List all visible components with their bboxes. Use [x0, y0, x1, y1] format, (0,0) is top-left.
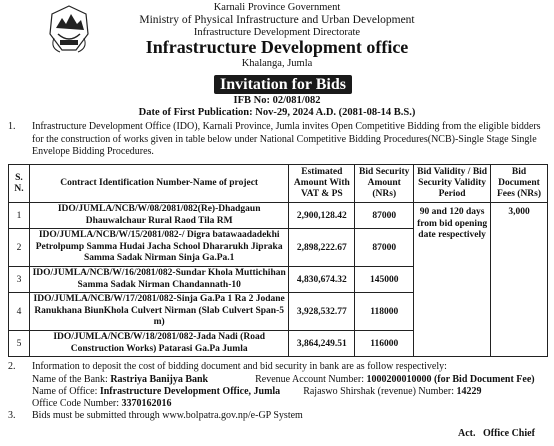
cell-estimate: 3,928,532.77 [289, 293, 355, 331]
rajaswo-number: 14229 [456, 386, 482, 397]
signature-title: Act. Office Chief [458, 428, 535, 439]
cell-desc: IDO/JUMLA/NCB/W/15/2081/082-/ Digra batawaadadekhi Petrolpump Samma Hudai Jacha School Dhararukh Jipraka Samma Sadak Nirman Sinja Ga.Pa.1 [29, 229, 288, 267]
cell-security: 116000 [355, 331, 414, 357]
bank-label: Name of the Bank: [32, 374, 111, 385]
footer-text-3: Bids must be submitted through www.bolpatra.gov.np/e-GP System [32, 410, 303, 421]
footer-line-2 [8, 361, 447, 372]
cell-fee: 3,000 [491, 203, 548, 357]
cell-desc: IDO/JUMLA/NCB/W/16/2081/082-Sundar Khola Muttichihan Samma Sadak Nirman Chandannath-10 [29, 267, 288, 293]
ifb-number: IFB No: 02/081/082 [233, 95, 321, 106]
office-code-line [8, 398, 172, 409]
cell-desc: IDO/JUMLA/NCB/W/08/2081/082(Re)-Dhadgaun Dhauwalchaur Rural Raod Tila RM [29, 203, 288, 229]
bank-name: Rastriya Banijya Bank [110, 374, 209, 385]
cell-security: 145000 [355, 267, 414, 293]
paragraph-text: Infrastructure Development Office (IDO), Karnali Province, Jumla invites Open Competitive Bidding from the eligible bidders for the construction of works given in table below under National Competitive Bidding Procedures(NCB)-Single Stage Single Envelope Bidding Procedures. [32, 121, 541, 157]
office-title: Infrastructure Development office [145, 37, 409, 57]
directorate-name: Infrastructure Development Directorate [193, 27, 361, 38]
government-name: Karnali Province Government [213, 2, 341, 13]
footer-text-2: Information to deposit the cost of bidding document and bid security in bank are as follow respectively: [32, 361, 447, 372]
footer-number-2: 2. [8, 361, 16, 372]
table-header-row [9, 165, 548, 203]
cell-sn: 3 [9, 267, 30, 293]
footer-number-3: 3. [8, 410, 16, 421]
revenue-number: 1000200010000 [366, 374, 432, 385]
intro-paragraph [8, 121, 548, 159]
cell-estimate: 4,830,674.32 [289, 267, 355, 293]
office-name: Infrastructure Development Office, Jumla [99, 386, 281, 397]
cell-estimate: 3,864,249.51 [289, 331, 355, 357]
office-code: 3370162016 [121, 398, 172, 409]
footer-line-3 [8, 410, 303, 421]
cell-security: 87000 [355, 203, 414, 229]
cell-sn: 5 [9, 331, 30, 357]
revenue-note: (for Bid Document Fee) [431, 374, 535, 385]
cell-estimate: 2,900,128.42 [289, 203, 355, 229]
header-validity: Bid Validity / Bid Security Validity Period [414, 165, 491, 203]
paragraph-number: 1. [8, 121, 16, 132]
header-security: Bid Security Amount (NRs) [355, 165, 414, 203]
office-line [8, 386, 481, 397]
cell-desc: IDO/JUMLA/NCB/W/17/2081/082-Sinja Ga.Pa 1 Ra 2 Jodane Ranukhana BiunKhola Culvert Nirman (Slab Culvert Span-5 m) [29, 293, 288, 331]
office-code-label: Office Code Number: [32, 398, 122, 409]
revenue-label: Revenue Account Number: [255, 374, 367, 385]
cell-security: 87000 [355, 229, 414, 267]
cell-security: 118000 [355, 293, 414, 331]
cell-sn: 1 [9, 203, 30, 229]
notice-banner: Invitation for Bids [214, 75, 352, 94]
header-sn: S. N. [9, 165, 30, 203]
ministry-name: Ministry of Physical Infrastructure and Urban Development [139, 14, 415, 26]
cell-estimate: 2,898,222.67 [289, 229, 355, 267]
publication-date: Date of First Publication: Nov-29, 2024 A.D. (2081-08-14 B.S.) [138, 107, 416, 118]
cell-sn: 4 [9, 293, 30, 331]
table-row [9, 203, 548, 229]
header-estimate: Estimated Amount With VAT & PS [289, 165, 355, 203]
header-contract: Contract Identification Number-Name of project [29, 165, 288, 203]
bank-line [8, 374, 535, 385]
office-location: Khalanga, Jumla [241, 58, 313, 69]
bid-table [8, 164, 548, 357]
office-label: Name of Office: [32, 386, 100, 397]
cell-validity: 90 and 120 days from bid opening date respectively [414, 203, 491, 357]
rajaswo-label: Rajaswo Shirshak (revenue) Number: [303, 386, 457, 397]
cell-sn: 2 [9, 229, 30, 267]
cell-desc: IDO/JUMLA/NCB/W/18/2081/082-Jada Nadi (Road Construction Works) Patarasi Ga.Pa Jumla [29, 331, 288, 357]
header-fee: Bid Document Fees (NRs) [491, 165, 548, 203]
